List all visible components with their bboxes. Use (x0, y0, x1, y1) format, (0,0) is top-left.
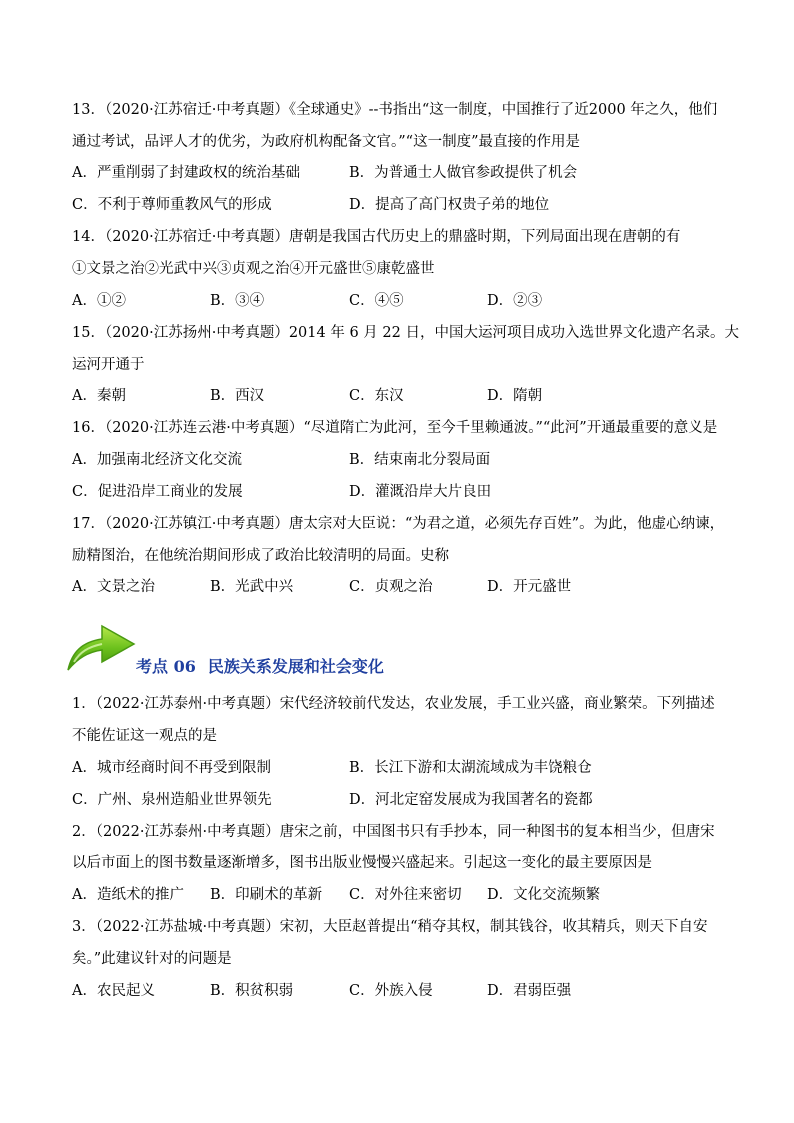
s3-stem-line1: 3．（2022·江苏盐城·中考真题）宋初，大臣赵普提出“稍夺其权，制其钱谷，收其精兵，则天下自安 (72, 919, 708, 935)
q13-stem-line1: 13．（2020·江苏宿迁·中考真题）《全球通史》--书指出“这一制度，中国推行了近2000 年之久，他们 (72, 102, 718, 118)
q16-stem-line1: 16．（2020·江苏连云港·中考真题）“尽道隋亡为此河，至今千里赖通波。”“此河”开通最重要的意义是 (72, 420, 718, 436)
q15-stem-line1: 15．（2020·江苏扬州·中考真题）2014 年 6 月 22 日，中国大运河项目成功入选世界文化遗产名录。大 (72, 325, 739, 341)
q17-stem-line2: 励精图治，在他统治期间形成了政治比较清明的局面。史称 (72, 548, 449, 564)
q14-option-c[interactable]: C．④⑤ (349, 293, 404, 309)
q15-stem-line2: 运河开通于 (72, 357, 145, 373)
s2-option-c[interactable]: C．对外往来密切 (349, 887, 462, 903)
q16-option-b[interactable]: B．结束南北分裂局面 (349, 452, 491, 468)
q14-stem-line2: ①文景之治②光武中兴③贞观之治④开元盛世⑤康乾盛世 (72, 261, 435, 277)
section-name: 民族关系发展和社会变化 (207, 657, 384, 676)
s1-option-d[interactable]: D．河北定窑发展成为我国著名的瓷都 (349, 792, 593, 808)
q16-option-d[interactable]: D．灌溉沿岸大片良田 (349, 484, 492, 500)
s3-option-a[interactable]: A．农民起义 (72, 983, 155, 999)
q17-option-a[interactable]: A．文景之治 (72, 579, 155, 595)
q14-stem-line1: 14．（2020·江苏宿迁·中考真题）唐朝是我国古代历史上的鼎盛时期，下列局面出现在唐朝的有 (72, 229, 681, 245)
q13-option-d[interactable]: D．提高了高门权贵子弟的地位 (349, 197, 550, 213)
q15-option-d[interactable]: D．隋朝 (487, 388, 543, 404)
s1-option-c[interactable]: C．广州、泉州造船业世界领先 (72, 792, 272, 808)
q17-option-c[interactable]: C．贞观之治 (349, 579, 433, 595)
s3-option-b[interactable]: B．积贫积弱 (210, 983, 294, 999)
q17-stem-line1: 17．（2020·江苏镇江·中考真题）唐太宗对大臣说：“为君之道，必须先存百姓”。为此，他虚心纳谏， (72, 516, 725, 532)
q17-option-d[interactable]: D．开元盛世 (487, 579, 572, 595)
q17-option-b[interactable]: B．光武中兴 (210, 579, 294, 595)
q13-stem-line2: 通过考试，品评人才的优劣，为政府机构配备文官。”“这一制度”最直接的作用是 (72, 134, 580, 150)
q13-option-c[interactable]: C．不利于尊师重教风气的形成 (72, 197, 272, 213)
s2-stem-line2: 以后市面上的图书数量逐渐增多，图书出版业慢慢兴盛起来。引起这一变化的最主要原因是 (72, 855, 652, 871)
s3-option-c[interactable]: C．外族入侵 (349, 983, 433, 999)
green-arrow-icon (62, 612, 138, 674)
s2-stem-line1: 2．（2022·江苏泰州·中考真题）唐宋之前，中国图书只有手抄本，同一种图书的复本相当少，但唐宋 (72, 824, 715, 840)
q14-option-d[interactable]: D．②③ (487, 293, 543, 309)
s1-option-b[interactable]: B．长江下游和太湖流域成为丰饶粮仓 (349, 760, 592, 776)
s2-option-b[interactable]: B．印刷术的革新 (210, 887, 323, 903)
q16-option-c[interactable]: C．促进沿岸工商业的发展 (72, 484, 243, 500)
s2-option-a[interactable]: A．造纸术的推广 (72, 887, 184, 903)
s1-stem-line2: 不能佐证这一观点的是 (72, 728, 217, 744)
q14-option-b[interactable]: B．③④ (210, 293, 265, 309)
q15-option-a[interactable]: A．秦朝 (72, 388, 126, 404)
q14-option-a[interactable]: A．①② (72, 293, 126, 309)
q15-option-b[interactable]: B．西汉 (210, 388, 265, 404)
section-title (136, 656, 384, 678)
q16-option-a[interactable]: A．加强南北经济文化交流 (72, 452, 242, 468)
q13-option-a[interactable]: A．严重削弱了封建政权的统治基础 (72, 165, 300, 181)
s3-stem-line2: 矣。”此建议针对的问题是 (72, 951, 232, 967)
s1-option-a[interactable]: A．城市经商时间不再受到限制 (72, 760, 271, 776)
s3-option-d[interactable]: D．君弱臣强 (487, 983, 572, 999)
section-code: 考点 06 (136, 657, 196, 676)
q13-option-b[interactable]: B．为普通士人做官参政提供了机会 (349, 165, 578, 181)
q15-option-c[interactable]: C．东汉 (349, 388, 404, 404)
s1-stem-line1: 1．（2022·江苏泰州·中考真题）宋代经济较前代发达，农业发展，手工业兴盛，商业繁荣。下列描述 (72, 696, 715, 712)
s2-option-d[interactable]: D．文化交流频繁 (487, 887, 601, 903)
